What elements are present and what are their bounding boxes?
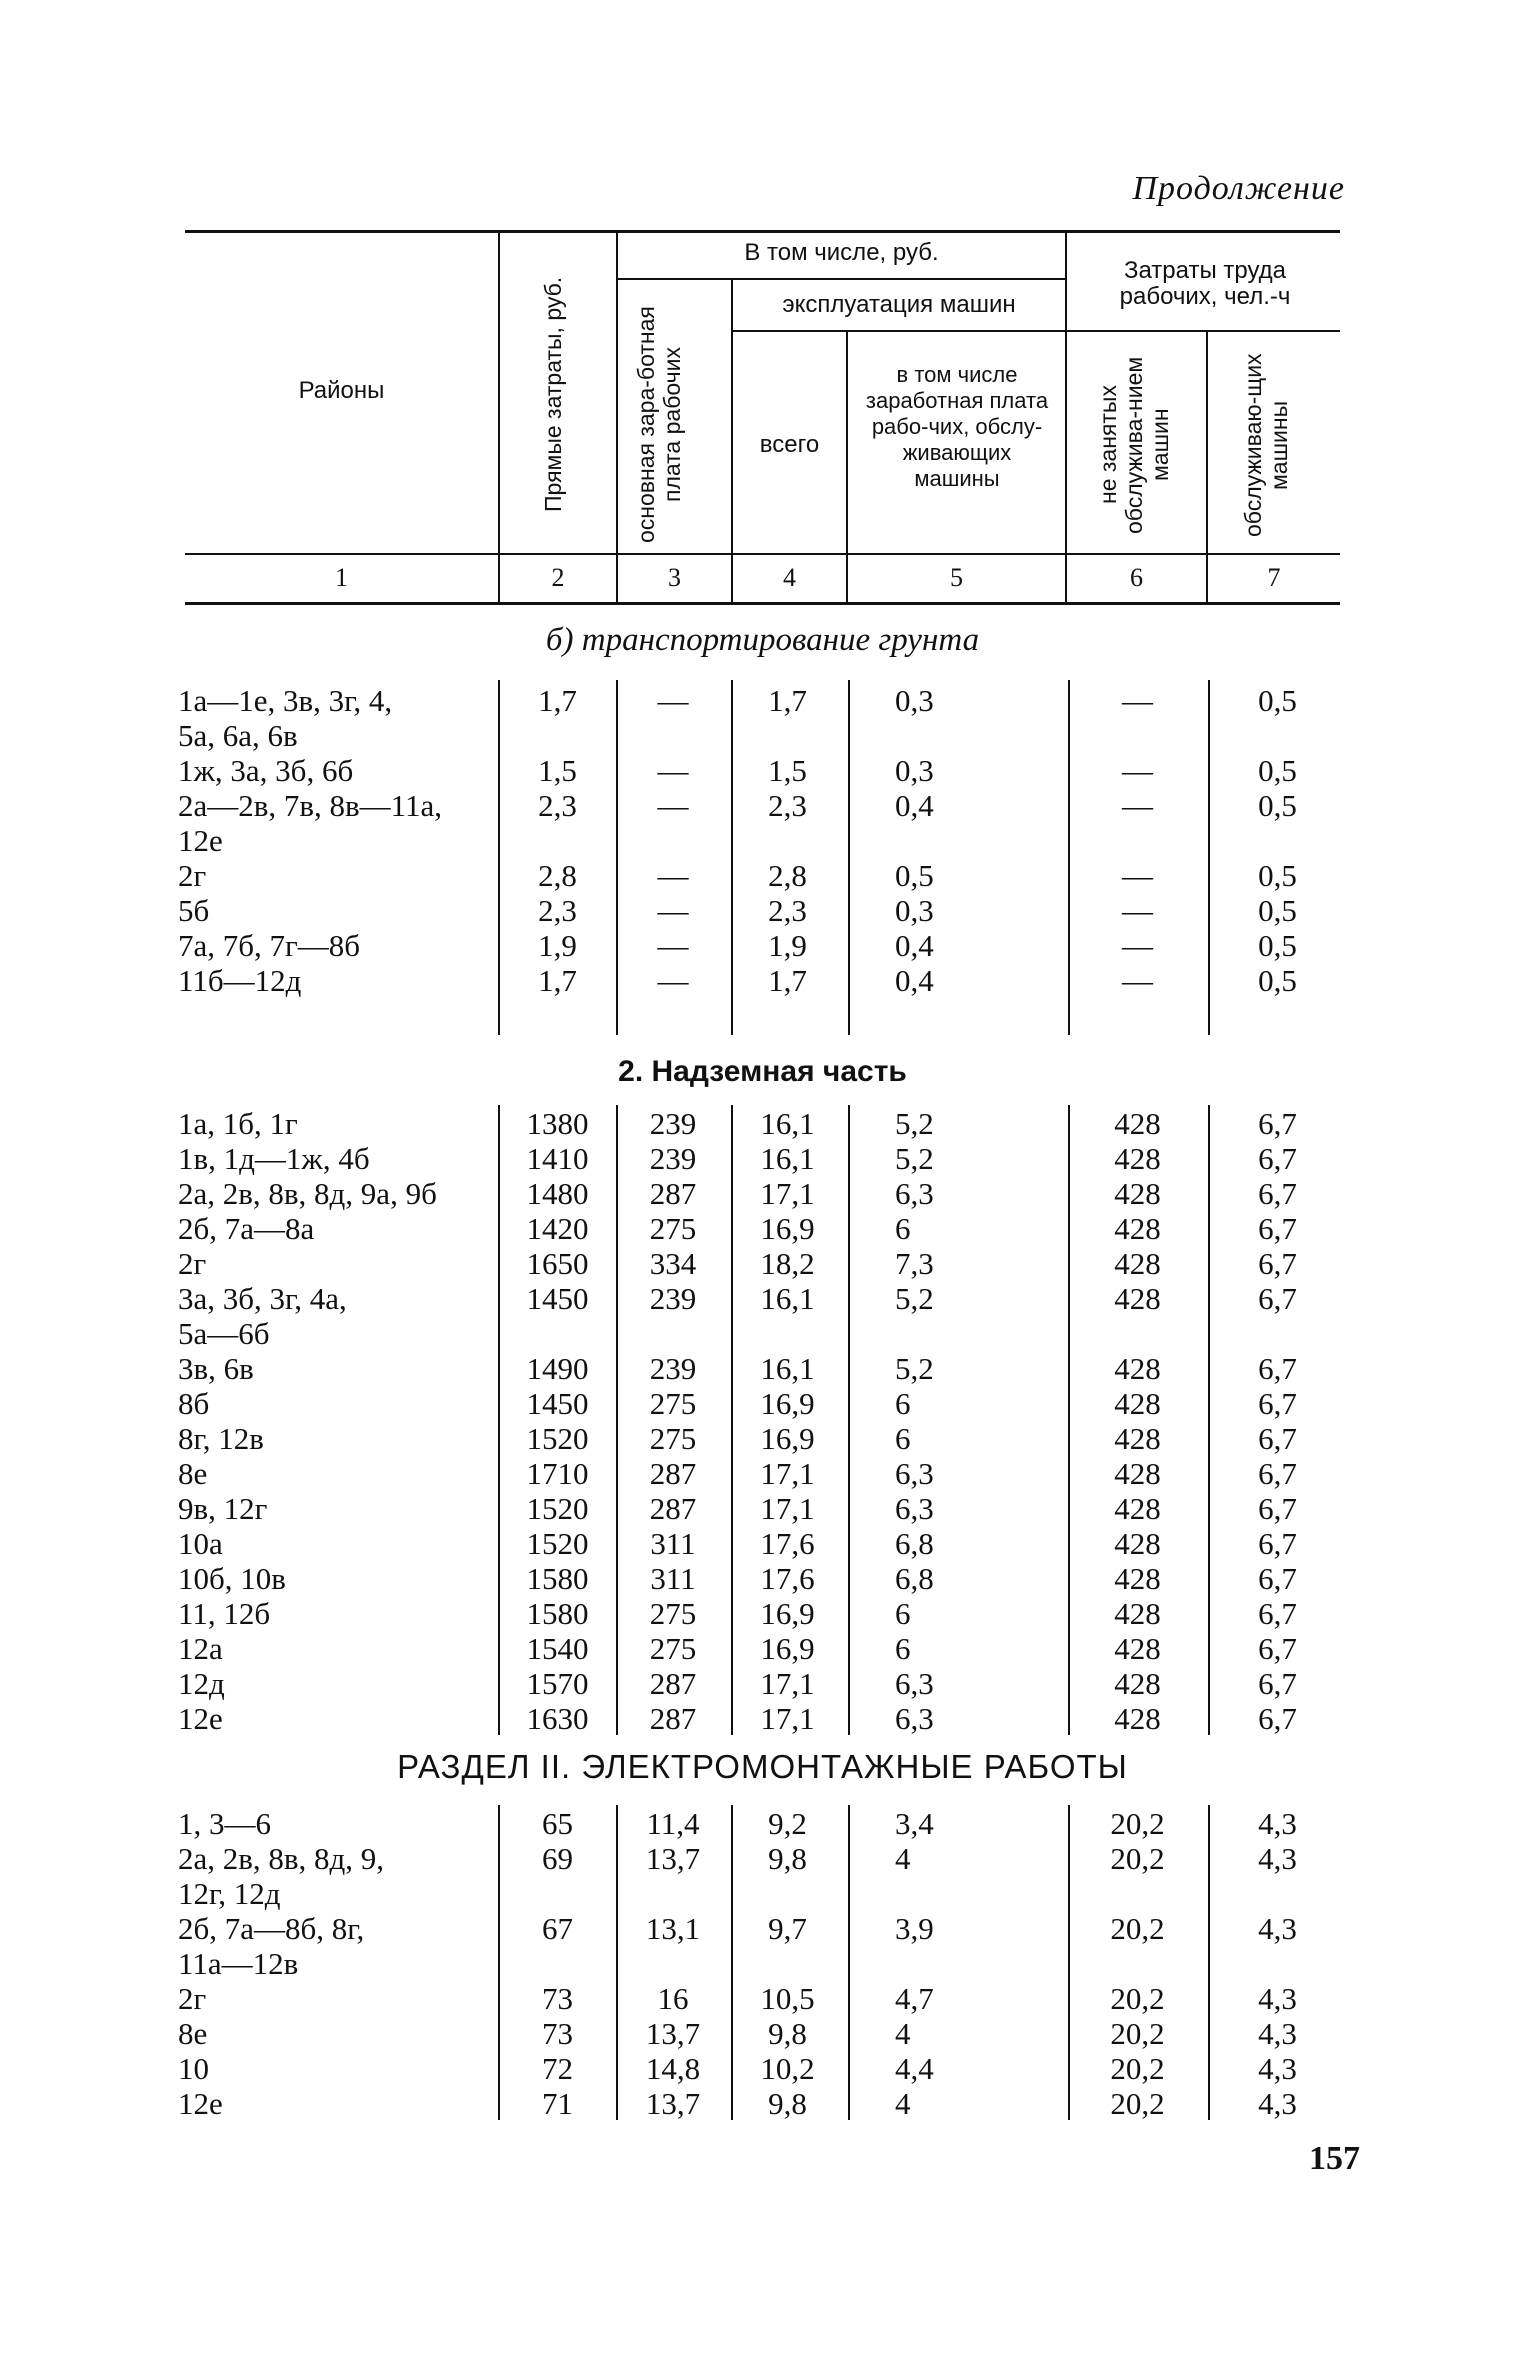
cell-base-wage: 13,1 (645, 1911, 701, 1946)
table-row (0, 753, 1535, 788)
cell-machine-wage: 6 (895, 1211, 911, 1246)
cell-labor-servicing: 4,3 (1258, 1841, 1297, 1876)
cell-machine-total: 1,5 (768, 753, 807, 788)
header-not-servicing: не занятых обслужива-нием машин (1095, 356, 1173, 534)
header-servicing: обслуживаю-щих машины (1240, 353, 1292, 537)
cell-base-wage: — (657, 788, 689, 823)
cell-machine-wage: 5,2 (895, 1141, 934, 1176)
cell-direct-costs: 1480 (526, 1176, 589, 1211)
cell-district: 1в, 1д—1ж, 4б (178, 1141, 370, 1176)
cell-machine-total: 16,9 (760, 1631, 815, 1666)
header-districts: Районы (298, 377, 385, 404)
header-bottom-rule (185, 553, 1340, 555)
cell-district: 2б, 7а—8б, 8г, (178, 1911, 365, 1946)
table-row (0, 2051, 1535, 2086)
table-row (0, 1526, 1535, 1561)
cell-base-wage: 287 (649, 1456, 697, 1491)
table-row (0, 1561, 1535, 1596)
cell-machine-wage: 5,2 (895, 1106, 934, 1141)
cell-labor-not-servicing: 428 (1114, 1491, 1161, 1526)
cell-labor-servicing: 4,3 (1258, 1806, 1297, 1841)
table-row (0, 1316, 1535, 1351)
cell-direct-costs: 65 (542, 1806, 573, 1841)
cell-labor-not-servicing: 20,2 (1110, 1911, 1165, 1946)
cell-machine-wage: 6,8 (895, 1561, 934, 1596)
cell-machine-total: 16,9 (760, 1596, 815, 1631)
cell-base-wage: 287 (649, 1491, 697, 1526)
table-row (0, 1211, 1535, 1246)
table-row (0, 1141, 1535, 1176)
cell-labor-servicing: 6,7 (1258, 1106, 1297, 1141)
cell-labor-servicing: 6,7 (1258, 1386, 1297, 1421)
cell-labor-not-servicing: 20,2 (1110, 1841, 1165, 1876)
column-number-2: 2 (551, 563, 565, 592)
cell-district: 12г, 12д (178, 1876, 281, 1911)
cell-machine-total: 10,5 (760, 1981, 815, 2016)
cell-machine-total: 17,1 (760, 1701, 815, 1736)
cell-district: 8б (178, 1386, 210, 1421)
cell-base-wage: 275 (649, 1211, 697, 1246)
cell-district: 11, 12б (178, 1596, 271, 1631)
cell-direct-costs: 1380 (526, 1106, 589, 1141)
header-base-wage: основная зара-ботная плата рабочих (633, 306, 685, 544)
cell-base-wage: — (657, 928, 689, 963)
table-row (0, 858, 1535, 893)
cell-machine-total: 16,1 (760, 1141, 815, 1176)
cell-machine-wage: 5,2 (895, 1351, 934, 1386)
cell-labor-servicing: 6,7 (1258, 1666, 1297, 1701)
cell-labor-not-servicing: 20,2 (1110, 2016, 1165, 2051)
column-number-5: 5 (950, 563, 963, 592)
cell-machine-total: 2,3 (768, 788, 807, 823)
cell-district: 2а, 2в, 8в, 8д, 9а, 9б (178, 1176, 437, 1211)
cell-labor-not-servicing: — (1122, 928, 1153, 963)
cell-machine-total: 18,2 (760, 1246, 815, 1281)
table-row (0, 893, 1535, 928)
cell-direct-costs: 1,7 (538, 683, 577, 718)
header-vline-1 (498, 233, 500, 605)
cell-machine-wage: 6,3 (895, 1176, 934, 1211)
cell-machine-total: 16,9 (760, 1421, 815, 1456)
table-row (0, 1596, 1535, 1631)
cell-machine-wage: 3,9 (895, 1911, 934, 1946)
cell-machine-total: 9,8 (768, 2016, 807, 2051)
cell-machine-total: 10,2 (760, 2051, 815, 2086)
cell-labor-servicing: 4,3 (1258, 2051, 1297, 2086)
cell-base-wage: 239 (649, 1106, 697, 1141)
cell-labor-servicing: 0,5 (1258, 858, 1297, 893)
cell-labor-not-servicing: — (1122, 753, 1153, 788)
cell-machine-total: 17,6 (760, 1561, 815, 1596)
cell-district: 1ж, 3а, 3б, 6б (178, 753, 354, 788)
cell-labor-servicing: 0,5 (1258, 963, 1297, 998)
cell-direct-costs: 2,3 (538, 788, 577, 823)
cell-machine-total: 9,8 (768, 2086, 807, 2121)
cell-base-wage: 334 (649, 1246, 697, 1281)
cell-machine-total: 2,8 (768, 858, 807, 893)
cell-labor-servicing: 4,3 (1258, 1981, 1297, 2016)
cell-labor-not-servicing: 428 (1114, 1281, 1161, 1316)
cell-labor-not-servicing: — (1122, 858, 1153, 893)
table-row (0, 1246, 1535, 1281)
table-row (0, 2016, 1535, 2051)
cell-district: 12е (178, 2086, 223, 2121)
header-labor-costs: Затраты труда рабочих, чел.-ч (1119, 257, 1291, 310)
table-row (0, 1106, 1535, 1141)
column-number-3: 3 (668, 563, 681, 592)
cell-labor-servicing: 6,7 (1258, 1176, 1297, 1211)
cell-machine-wage: 5,2 (895, 1281, 934, 1316)
cell-labor-not-servicing: 428 (1114, 1351, 1161, 1386)
header-vline-2 (616, 233, 618, 605)
machine-operation-rule (733, 330, 1065, 332)
cell-district: 9в, 12г (178, 1491, 268, 1526)
table-row (0, 1176, 1535, 1211)
page-number: 157 (1309, 2140, 1360, 2177)
table-row (0, 1631, 1535, 1666)
cell-district: 2г (178, 1981, 207, 2016)
cell-direct-costs: 1540 (526, 1631, 589, 1666)
column-number-7: 7 (1267, 563, 1281, 592)
table-row (0, 1701, 1535, 1736)
cell-direct-costs: 1570 (526, 1666, 589, 1701)
cell-machine-wage: 4,7 (895, 1981, 934, 2016)
table-row (0, 1386, 1535, 1421)
continuation-label: Продолжение (1132, 170, 1345, 207)
cell-base-wage: 275 (649, 1421, 697, 1456)
cell-base-wage: — (657, 683, 689, 718)
table-row (0, 1981, 1535, 2016)
table-row (0, 2086, 1535, 2121)
cell-machine-wage: 3,4 (895, 1806, 934, 1841)
cell-direct-costs: 1520 (526, 1526, 589, 1561)
cell-district: 3а, 3б, 3г, 4а, (178, 1281, 347, 1316)
table-row (0, 1946, 1535, 1981)
cell-labor-not-servicing: 428 (1114, 1666, 1161, 1701)
cell-district: 2а—2в, 7в, 8в—11а, (178, 788, 443, 823)
cell-direct-costs: 1580 (526, 1561, 589, 1596)
column-numbers-rule (185, 602, 1340, 605)
cell-direct-costs: 1580 (526, 1596, 589, 1631)
cell-labor-not-servicing: 20,2 (1110, 2051, 1165, 2086)
header-including-wage: в том числе заработная плата рабо-чих, обслу-живающих машины (865, 362, 1049, 491)
table-row (0, 928, 1535, 963)
cell-machine-total: 16,9 (760, 1386, 815, 1421)
cell-machine-total: 16,1 (760, 1106, 815, 1141)
header-vline-5 (1065, 233, 1067, 605)
cell-district: 1а, 1б, 1г (178, 1106, 298, 1141)
cell-labor-not-servicing: 428 (1114, 1421, 1161, 1456)
cell-machine-total: 9,7 (768, 1911, 807, 1946)
column-number-6: 6 (1130, 563, 1143, 592)
cell-machine-total: 17,1 (760, 1491, 815, 1526)
cell-base-wage: 13,7 (645, 1841, 701, 1876)
table-row (0, 1841, 1535, 1876)
cell-base-wage: 239 (649, 1351, 697, 1386)
cell-base-wage: 311 (650, 1526, 696, 1561)
cell-base-wage: 311 (650, 1561, 696, 1596)
cell-direct-costs: 72 (542, 2051, 573, 2086)
table-row (0, 1421, 1535, 1456)
cell-machine-wage: 0,4 (895, 928, 934, 963)
cell-district: 3в, 6в (178, 1351, 254, 1386)
cell-machine-wage: 7,3 (895, 1246, 934, 1281)
cell-direct-costs: 73 (542, 2016, 573, 2051)
cell-direct-costs: 1650 (526, 1246, 589, 1281)
cell-labor-servicing: 4,3 (1258, 2086, 1297, 2121)
cell-district: 10а (178, 1526, 223, 1561)
cell-machine-total: 17,1 (760, 1176, 815, 1211)
cell-direct-costs: 67 (542, 1911, 573, 1946)
cell-base-wage: — (657, 893, 689, 928)
cell-machine-total: 1,7 (768, 963, 807, 998)
cell-direct-costs: 1710 (526, 1456, 589, 1491)
cell-labor-servicing: 4,3 (1258, 1911, 1297, 1946)
cell-district: 1, 3—6 (178, 1806, 271, 1841)
cell-machine-total: 9,8 (768, 1841, 807, 1876)
section-above-ground: 2. Надземная часть (618, 1055, 907, 1088)
cell-direct-costs: 1490 (526, 1351, 589, 1386)
cell-district: 5а, 6а, 6в (178, 718, 298, 753)
cell-direct-costs: 1450 (526, 1386, 589, 1421)
cell-labor-servicing: 6,7 (1258, 1631, 1297, 1666)
cell-labor-servicing: 4,3 (1258, 2016, 1297, 2051)
cell-machine-total: 16,1 (760, 1281, 815, 1316)
cell-base-wage: 287 (649, 1176, 697, 1211)
cell-machine-wage: 6,8 (895, 1526, 934, 1561)
cell-district: 5б (178, 893, 210, 928)
cell-machine-wage: 0,4 (895, 788, 934, 823)
cell-base-wage: 275 (649, 1386, 697, 1421)
cell-district: 10б, 10в (178, 1561, 286, 1596)
cell-district: 8е (178, 2016, 208, 2051)
cell-district: 7а, 7б, 7г—8б (178, 928, 361, 963)
column-number-1: 1 (335, 563, 348, 592)
cell-district: 11б—12д (178, 963, 302, 998)
cell-base-wage: 287 (649, 1701, 697, 1736)
cell-labor-not-servicing: — (1122, 788, 1153, 823)
table-row (0, 1911, 1535, 1946)
cell-base-wage: 239 (649, 1141, 697, 1176)
table-top-rule (185, 230, 1340, 233)
column-number-4: 4 (783, 563, 796, 592)
table-row (0, 718, 1535, 753)
table-row (0, 1806, 1535, 1841)
table-row (0, 1876, 1535, 1911)
cell-machine-total: 16,9 (760, 1211, 815, 1246)
cell-machine-total: 9,2 (768, 1806, 807, 1841)
cell-machine-wage: 6,3 (895, 1491, 934, 1526)
cell-base-wage: 275 (649, 1631, 697, 1666)
cell-labor-not-servicing: 428 (1114, 1631, 1161, 1666)
cell-labor-servicing: 0,5 (1258, 788, 1297, 823)
cell-labor-not-servicing: 428 (1114, 1176, 1161, 1211)
cell-direct-costs: 1520 (526, 1491, 589, 1526)
cell-machine-total: 2,3 (768, 893, 807, 928)
cell-machine-total: 1,7 (768, 683, 807, 718)
cell-direct-costs: 71 (542, 2086, 573, 2121)
cell-base-wage: — (657, 753, 689, 788)
cell-base-wage: — (657, 963, 689, 998)
cell-labor-not-servicing: 428 (1114, 1211, 1161, 1246)
cell-labor-not-servicing: 20,2 (1110, 1981, 1165, 2016)
cell-district: 10 (178, 2051, 209, 2086)
cell-labor-servicing: 6,7 (1258, 1281, 1297, 1316)
section-soil-transport: б) транспортирование грунта (545, 622, 980, 658)
cell-labor-not-servicing: — (1122, 893, 1153, 928)
cell-machine-wage: 4,4 (895, 2051, 934, 2086)
cell-labor-servicing: 6,7 (1258, 1561, 1297, 1596)
cell-labor-servicing: 6,7 (1258, 1246, 1297, 1281)
cell-labor-servicing: 0,5 (1258, 753, 1297, 788)
cell-direct-costs: 1410 (526, 1141, 589, 1176)
cell-machine-wage: 4 (895, 1841, 911, 1876)
cell-labor-servicing: 0,5 (1258, 893, 1297, 928)
cell-district: 12е (178, 1701, 223, 1736)
cell-machine-total: 17,1 (760, 1666, 815, 1701)
cell-direct-costs: 73 (542, 1981, 573, 2016)
cell-machine-total: 16,1 (760, 1351, 815, 1386)
cell-labor-servicing: 0,5 (1258, 928, 1297, 963)
header-direct-costs: Прямые затраты, руб. (540, 276, 566, 512)
cell-machine-wage: 6,3 (895, 1701, 934, 1736)
cell-machine-total: 1,9 (768, 928, 807, 963)
cell-direct-costs: 1630 (526, 1701, 589, 1736)
table-row (0, 1456, 1535, 1491)
cell-labor-not-servicing: — (1122, 683, 1153, 718)
cell-district: 12е (178, 823, 223, 858)
header-total: всего (759, 431, 820, 458)
cell-direct-costs: 1,7 (538, 963, 577, 998)
cell-base-wage: 13,7 (645, 2086, 701, 2121)
including-rub-rule (618, 278, 1065, 280)
cell-district: 8е (178, 1456, 208, 1491)
cell-machine-wage: 0,3 (895, 753, 934, 788)
cell-base-wage: 239 (649, 1281, 697, 1316)
cell-machine-wage: 6 (895, 1386, 911, 1421)
cell-labor-not-servicing: 428 (1114, 1701, 1161, 1736)
cell-labor-servicing: 6,7 (1258, 1526, 1297, 1561)
cell-labor-not-servicing: 428 (1114, 1386, 1161, 1421)
cell-direct-costs: 2,8 (538, 858, 577, 893)
cell-labor-not-servicing: 20,2 (1110, 2086, 1165, 2121)
cell-direct-costs: 1450 (526, 1281, 589, 1316)
cell-base-wage: 13,7 (645, 2016, 701, 2051)
cell-machine-wage: 0,3 (895, 893, 934, 928)
cell-labor-not-servicing: 428 (1114, 1246, 1161, 1281)
cell-labor-servicing: 6,7 (1258, 1456, 1297, 1491)
cell-base-wage: — (657, 858, 689, 893)
cell-district: 2б, 7а—8а (178, 1211, 315, 1246)
cell-base-wage: 275 (649, 1596, 697, 1631)
table-row (0, 963, 1535, 998)
cell-machine-wage: 0,5 (895, 858, 934, 893)
table-row (0, 788, 1535, 823)
header-including-rub: В том числе, руб. (744, 239, 939, 266)
header-machine-operation: эксплуатация машин (782, 291, 1016, 318)
table-row (0, 1666, 1535, 1701)
table-row (0, 1491, 1535, 1526)
cell-machine-total: 17,1 (760, 1456, 815, 1491)
cell-base-wage: 11,4 (646, 1806, 700, 1841)
cell-direct-costs: 2,3 (538, 893, 577, 928)
cell-machine-wage: 6 (895, 1421, 911, 1456)
cell-direct-costs: 1520 (526, 1421, 589, 1456)
cell-machine-wage: 0,3 (895, 683, 934, 718)
cell-district: 2г (178, 858, 207, 893)
cell-direct-costs: 1,9 (538, 928, 577, 963)
cell-labor-not-servicing: 20,2 (1110, 1806, 1165, 1841)
cell-base-wage: 16 (657, 1981, 689, 2016)
cell-district: 5а—6б (178, 1316, 270, 1351)
cell-district: 12д (178, 1666, 225, 1701)
cell-labor-not-servicing: 428 (1114, 1561, 1161, 1596)
cell-machine-wage: 0,4 (895, 963, 934, 998)
section-electrical: РАЗДЕЛ II. ЭЛЕКТРОМОНТАЖНЫЕ РАБОТЫ (397, 1748, 1128, 1785)
cell-labor-servicing: 6,7 (1258, 1421, 1297, 1456)
cell-machine-wage: 4 (895, 2016, 911, 2051)
cell-district: 2а, 2в, 8в, 8д, 9, (178, 1841, 385, 1876)
cell-labor-servicing: 6,7 (1258, 1351, 1297, 1386)
cell-district: 2г (178, 1246, 207, 1281)
cell-labor-servicing: 6,7 (1258, 1141, 1297, 1176)
cell-base-wage: 287 (649, 1666, 697, 1701)
cell-labor-servicing: 6,7 (1258, 1701, 1297, 1736)
cell-machine-total: 17,6 (760, 1526, 815, 1561)
cell-labor-servicing: 6,7 (1258, 1211, 1297, 1246)
cell-labor-servicing: 0,5 (1258, 683, 1297, 718)
cell-labor-not-servicing: 428 (1114, 1596, 1161, 1631)
cell-machine-wage: 4 (895, 2086, 911, 2121)
cell-direct-costs: 69 (542, 1841, 573, 1876)
cell-machine-wage: 6,3 (895, 1456, 934, 1491)
cell-labor-servicing: 6,7 (1258, 1596, 1297, 1631)
cell-labor-not-servicing: 428 (1114, 1456, 1161, 1491)
cell-machine-wage: 6 (895, 1631, 911, 1666)
cell-direct-costs: 1420 (526, 1211, 589, 1246)
cell-labor-not-servicing: 428 (1114, 1141, 1161, 1176)
cell-district: 12а (178, 1631, 223, 1666)
cell-district: 11а—12в (178, 1946, 299, 1981)
cell-machine-wage: 6,3 (895, 1666, 934, 1701)
cell-machine-wage: 6 (895, 1596, 911, 1631)
table-row (0, 823, 1535, 858)
cell-labor-not-servicing: 428 (1114, 1106, 1161, 1141)
cell-base-wage: 14,8 (645, 2051, 701, 2086)
cell-labor-servicing: 6,7 (1258, 1491, 1297, 1526)
cell-labor-not-servicing: — (1122, 963, 1153, 998)
cell-district: 8г, 12в (178, 1421, 264, 1456)
cell-direct-costs: 1,5 (538, 753, 577, 788)
cell-labor-not-servicing: 428 (1114, 1526, 1161, 1561)
table-row (0, 1351, 1535, 1386)
cell-district: 1а—1е, 3в, 3г, 4, (178, 683, 393, 718)
labor-costs-rule (1067, 330, 1340, 332)
table-row (0, 683, 1535, 718)
table-row (0, 1281, 1535, 1316)
